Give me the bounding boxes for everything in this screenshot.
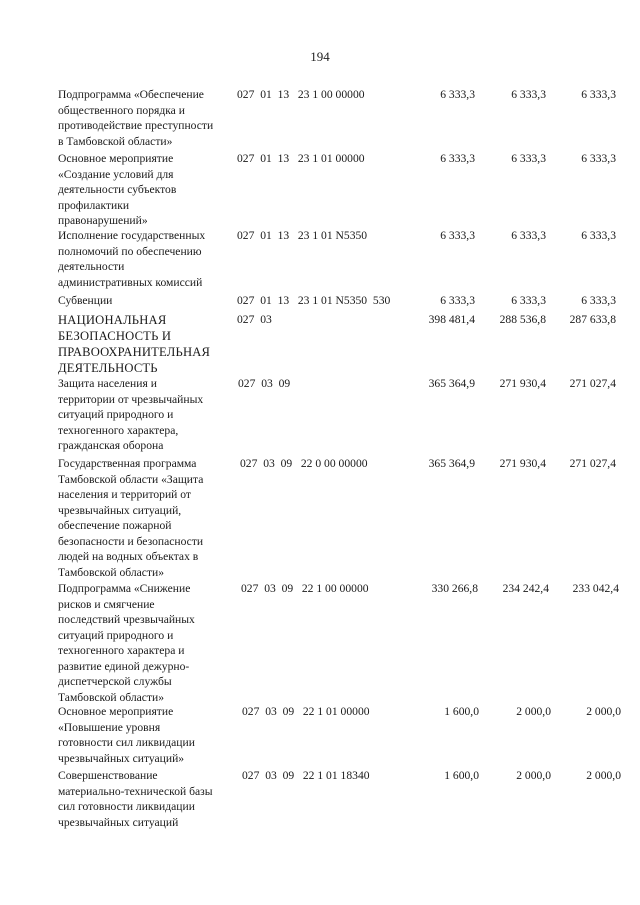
row-value-2: 6 333,3: [511, 152, 546, 165]
row-value-1: 6 333,3: [440, 229, 475, 242]
row-value-2: 2 000,0: [516, 769, 551, 782]
row-value-1: 1 600,0: [444, 705, 479, 718]
row-value-2: 6 333,3: [511, 229, 546, 242]
row-name: Основное мероприятие «Создание условий для деятельности субъектов профилактики правонарушений»: [58, 152, 177, 227]
row-code: 027 01 13 23 1 01 00000: [237, 152, 365, 165]
row-value-3: 271 027,4: [569, 377, 616, 390]
row-code: 027 03 09 22 1 01 00000: [242, 705, 370, 718]
row-value-1: 398 481,4: [428, 313, 475, 326]
row-value-3: 2 000,0: [586, 769, 621, 782]
row-value-1: 330 266,8: [431, 582, 478, 595]
row-name: Защита населения и территории от чрезвычайных ситуаций природного и техногенного характера, гражданская оборона: [58, 377, 204, 452]
page-number: 194: [310, 49, 330, 64]
row-value-3: 271 027,4: [569, 457, 616, 470]
row-code: 027 01 13 23 1 01 N5350 530: [237, 294, 391, 307]
row-value-3: 287 633,8: [569, 313, 616, 326]
row-value-2: 234 242,4: [502, 582, 549, 595]
row-value-3: 2 000,0: [586, 705, 621, 718]
row-name: Подпрограмма «Снижение рисков и смягчение последствий чрезвычайных ситуаций природного и техногенного характера и развитие единой дежурно- диспетчерской службы Тамбовской области»: [58, 582, 195, 704]
row-value-1: 6 333,3: [440, 88, 475, 101]
row-value-1: 365 364,9: [428, 457, 475, 470]
row-code: 027 01 13 23 1 00 00000: [237, 88, 365, 101]
row-value-1: 6 333,3: [440, 152, 475, 165]
row-value-3: 6 333,3: [581, 294, 616, 307]
row-name: Основное мероприятие «Повышение уровня готовности сил ликвидации чрезвычайных ситуаций»: [58, 705, 195, 765]
row-name: Совершенствование материально-технической базы сил готовности ликвидации чрезвычайных ситуаций: [58, 769, 213, 829]
row-value-2: 6 333,3: [511, 294, 546, 307]
row-code: 027 01 13 23 1 01 N5350: [237, 229, 368, 242]
row-code: 027 03 09 22 1 01 18340: [242, 769, 370, 782]
row-value-3: 233 042,4: [572, 582, 619, 595]
row-value-2: 288 536,8: [499, 313, 546, 326]
row-value-3: 6 333,3: [581, 88, 616, 101]
section-heading: НАЦИОНАЛЬНАЯ БЕЗОПАСНОСТЬ И ПРАВООХРАНИТЕЛЬНАЯ ДЕЯТЕЛЬНОСТЬ: [58, 313, 211, 375]
row-code: 027 03: [237, 313, 272, 326]
row-name: Подпрограмма «Обеспечение общественного порядка и противодействие преступности в Тамбовской области»: [58, 88, 214, 148]
row-value-2: 2 000,0: [516, 705, 551, 718]
row-value-1: 365 364,9: [428, 377, 475, 390]
row-value-2: 271 930,4: [499, 377, 546, 390]
row-name: Государственная программа Тамбовской области «Защита населения и территорий от чрезвычайных ситуаций, обеспечение пожарной безопасности и безопасности людей на водных объектах в Тамбовской области»: [58, 457, 204, 579]
row-code: 027 03 09: [238, 377, 291, 390]
row-value-1: 1 600,0: [444, 769, 479, 782]
row-value-1: 6 333,3: [440, 294, 475, 307]
row-code: 027 03 09 22 0 00 00000: [240, 457, 368, 470]
row-value-3: 6 333,3: [581, 152, 616, 165]
row-value-3: 6 333,3: [581, 229, 616, 242]
row-name: Исполнение государственных полномочий по обеспечению деятельности административных комиссий: [58, 229, 206, 289]
row-name: Субвенции: [58, 294, 113, 307]
row-value-2: 271 930,4: [499, 457, 546, 470]
row-value-2: 6 333,3: [511, 88, 546, 101]
row-code: 027 03 09 22 1 00 00000: [241, 582, 369, 595]
